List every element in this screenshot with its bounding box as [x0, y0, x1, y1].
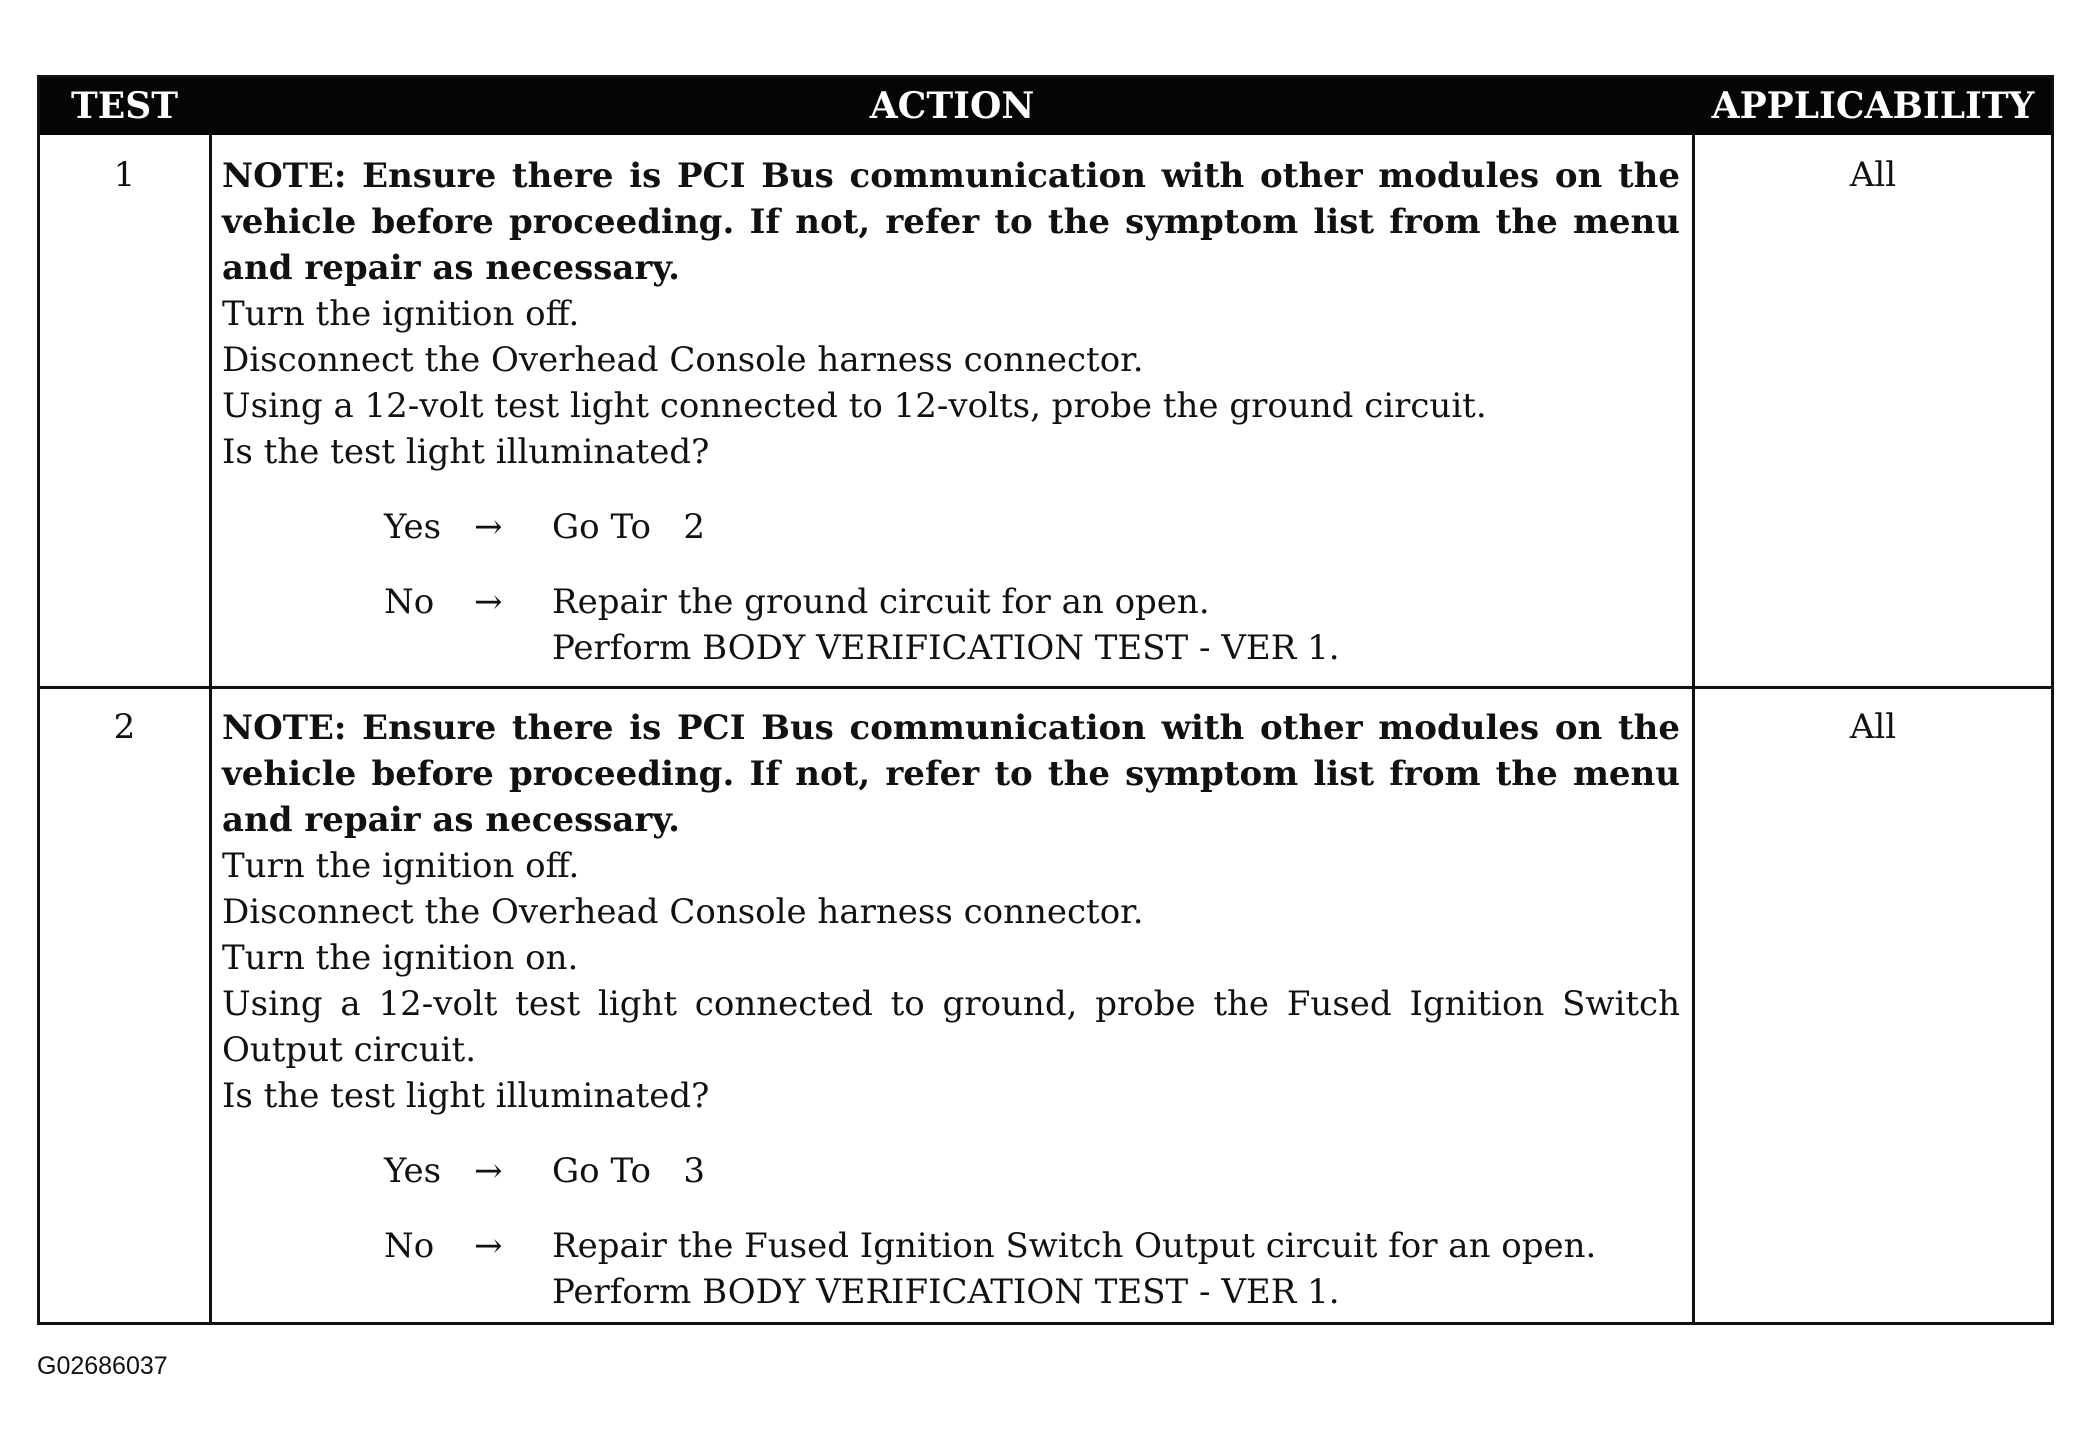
- table-header: [40, 78, 2051, 135]
- column-divider: [209, 135, 212, 1322]
- note-line: vehicle before proceeding. If not, refer to the symptom list from the menu: [222, 202, 1680, 242]
- test-number: 1: [113, 155, 136, 195]
- applicability-value: All: [1849, 155, 1897, 195]
- step-line: Disconnect the Overhead Console harness connector.: [222, 892, 1144, 932]
- no-answer: [222, 579, 1680, 625]
- yes-action: Go To 3: [552, 1151, 705, 1191]
- step-line: Is the test light illuminated?: [222, 1076, 710, 1116]
- action-cell: [222, 705, 1680, 1315]
- action-cell: [222, 153, 1680, 671]
- yes-action: Go To 2: [552, 507, 705, 547]
- header-applicability: APPLICABILITY: [1711, 85, 2035, 127]
- applicability-value: All: [1849, 707, 1897, 747]
- note-line: and repair as necessary.: [222, 248, 680, 288]
- step-line: Using a 12-volt test light connected to ground, probe the Fused Ignition Switch: [222, 984, 1680, 1024]
- no-action: Repair the Fused Ignition Switch Output circuit for an open.: [552, 1226, 1597, 1266]
- step-line: Turn the ignition on.: [222, 938, 579, 978]
- step-line: Is the test light illuminated?: [222, 432, 710, 472]
- no-action: Repair the ground circuit for an open.: [552, 582, 1210, 622]
- step-line: Output circuit.: [222, 1030, 477, 1070]
- note-line: NOTE: Ensure there is PCI Bus communication with other modules on the: [222, 156, 1680, 196]
- header-action: ACTION: [869, 85, 1035, 127]
- arrow-icon: →: [474, 1226, 503, 1266]
- yes-answer: [222, 1148, 1680, 1194]
- yes-label: Yes: [384, 1151, 442, 1191]
- step-line: Using a 12-volt test light connected to 12-volts, probe the ground circuit.: [222, 386, 1487, 426]
- note-line: NOTE: Ensure there is PCI Bus communication with other modules on the: [222, 708, 1680, 748]
- no-answer: [222, 1223, 1680, 1269]
- no-label: No: [384, 1226, 435, 1266]
- step-line: Disconnect the Overhead Console harness connector.: [222, 340, 1144, 380]
- row-divider: [40, 686, 2051, 689]
- no-action-verification: Perform BODY VERIFICATION TEST - VER 1.: [552, 628, 1340, 668]
- yes-label: Yes: [384, 507, 442, 547]
- note-line: and repair as necessary.: [222, 800, 680, 840]
- step-line: Turn the ignition off.: [222, 294, 580, 334]
- no-answer-continued: [222, 625, 1680, 671]
- step-line: Turn the ignition off.: [222, 846, 580, 886]
- test-number: 2: [113, 707, 136, 747]
- no-action-verification: Perform BODY VERIFICATION TEST - VER 1.: [552, 1272, 1340, 1312]
- arrow-icon: →: [474, 507, 503, 547]
- note-line: vehicle before proceeding. If not, refer to the symptom list from the menu: [222, 754, 1680, 794]
- arrow-icon: →: [474, 582, 503, 622]
- arrow-icon: →: [474, 1151, 503, 1191]
- header-test: TEST: [70, 85, 178, 127]
- figure-code: G02686037: [37, 1352, 168, 1380]
- no-answer-continued: [222, 1269, 1680, 1315]
- no-label: No: [384, 582, 435, 622]
- diagnostic-table: [37, 75, 2054, 1325]
- yes-answer: [222, 504, 1680, 550]
